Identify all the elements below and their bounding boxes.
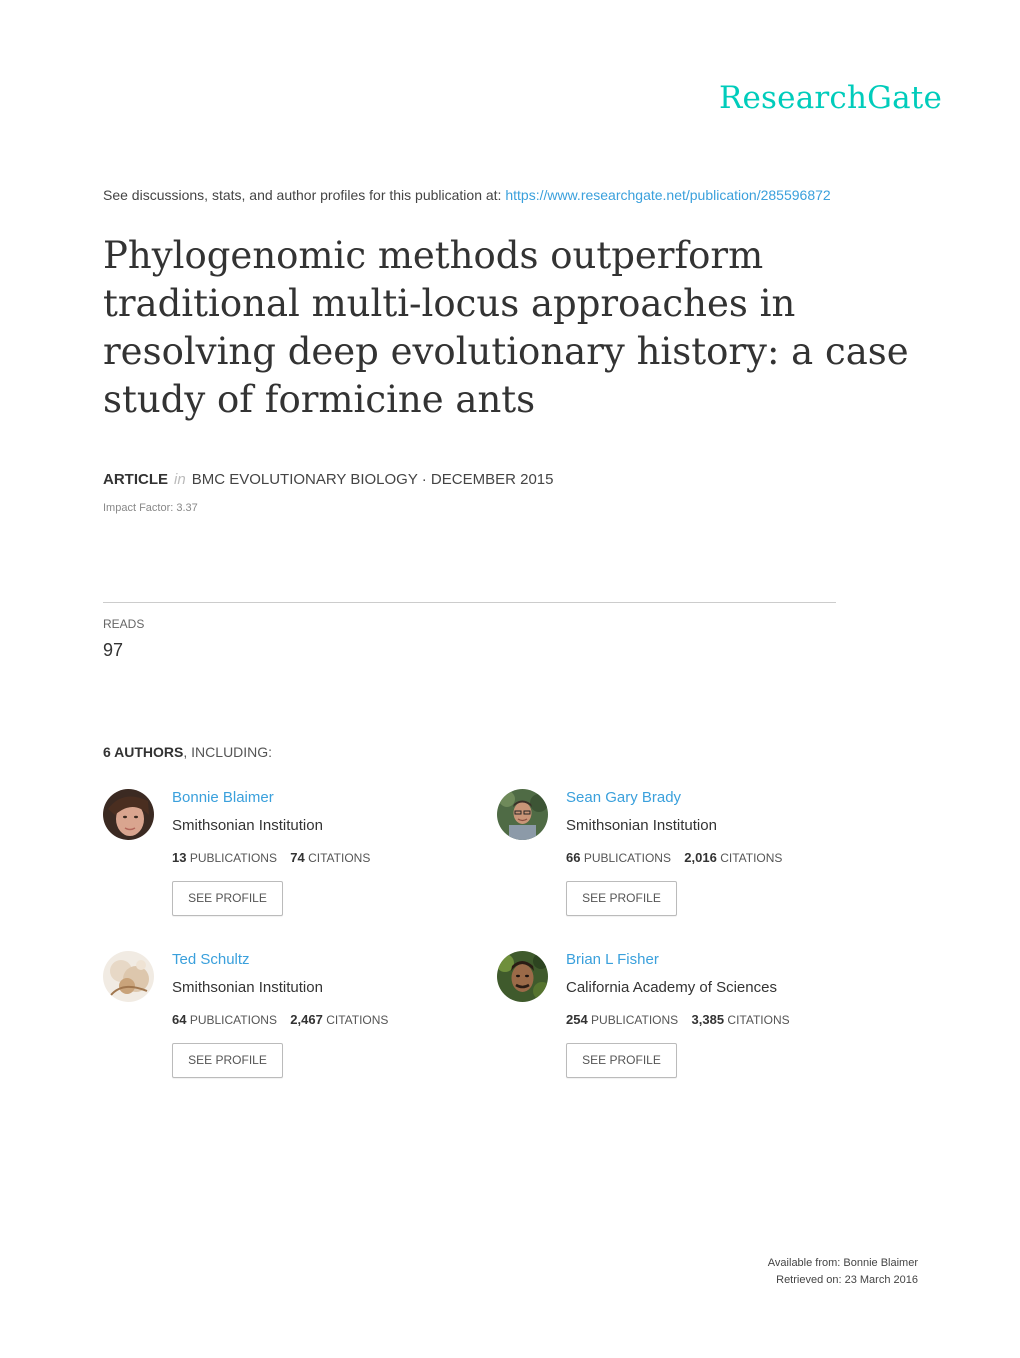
citations-label: CITATIONS [326, 1013, 389, 1027]
in-label: in [174, 471, 186, 488]
publications-label: PUBLICATIONS [583, 851, 671, 865]
reads-label: READS [103, 617, 145, 631]
author-card [497, 789, 877, 929]
publication-title: Phylogenomic methods outperform traditional multi-locus approaches in resolving deep evolutionary history: a case study of formicine ants [103, 234, 909, 421]
citations-count: 2,016 [684, 850, 717, 865]
author-card [497, 951, 877, 1091]
author-institution: Smithsonian Institution [566, 817, 717, 834]
publications-label: PUBLICATIONS [189, 1013, 277, 1027]
discussion-line [103, 187, 831, 203]
publications-count: 66 [566, 850, 581, 865]
citations-label: CITATIONS [308, 851, 371, 865]
authors-heading [103, 744, 272, 760]
see-profile-button[interactable]: SEE PROFILE [172, 881, 283, 916]
author-name-link[interactable]: Ted Schultz [172, 951, 250, 968]
available-from: Available from: Bonnie Blaimer [767, 1257, 918, 1269]
citations-count: 74 [290, 850, 305, 865]
citations-label: CITATIONS [720, 851, 783, 865]
footer [768, 1255, 918, 1289]
author-avatar[interactable] [103, 789, 154, 840]
author-stats [566, 850, 782, 865]
divider [103, 602, 836, 603]
researchgate-logo[interactable]: ResearchGate [718, 80, 942, 116]
publications-label: PUBLICATIONS [189, 851, 277, 865]
author-stats [172, 1012, 388, 1027]
author-card [103, 951, 483, 1091]
publications-count: 13 [172, 850, 187, 865]
author-card [103, 789, 483, 929]
see-profile-button[interactable]: SEE PROFILE [172, 1043, 283, 1078]
author-institution: California Academy of Sciences [566, 979, 777, 996]
see-profile-button[interactable]: SEE PROFILE [566, 1043, 677, 1078]
reads-count: 97 [103, 640, 124, 660]
author-institution: Smithsonian Institution [172, 979, 323, 996]
impact-factor: Impact Factor: 3.37 [103, 502, 198, 514]
author-avatar[interactable] [103, 951, 154, 1002]
author-name-link[interactable]: Bonnie Blaimer [172, 789, 274, 806]
citations-count: 2,467 [290, 1012, 323, 1027]
citations-label: CITATIONS [727, 1013, 790, 1027]
authors-suffix: , INCLUDING: [183, 744, 273, 760]
retrieved-on: Retrieved on: 23 March 2016 [776, 1274, 918, 1286]
publications-label: PUBLICATIONS [591, 1013, 679, 1027]
authors-count: 6 AUTHORS [103, 744, 184, 760]
author-name-link[interactable]: Brian L Fisher [566, 951, 659, 968]
discussion-text: See discussions, stats, and author profiles for this publication at: [103, 187, 502, 203]
citations-count: 3,385 [691, 1012, 725, 1027]
author-avatar[interactable] [497, 789, 548, 840]
author-stats [172, 850, 370, 865]
author-avatar[interactable] [497, 951, 548, 1002]
publications-count: 64 [172, 1012, 187, 1027]
article-type: ARTICLE [103, 471, 168, 488]
see-profile-button[interactable]: SEE PROFILE [566, 881, 677, 916]
publications-count: 254 [566, 1012, 588, 1027]
publication-meta [103, 471, 553, 488]
publication-link[interactable]: https://www.researchgate.net/publication/285596872 [505, 187, 831, 203]
author-institution: Smithsonian Institution [172, 817, 323, 834]
author-stats [566, 1012, 790, 1027]
journal-date[interactable]: BMC EVOLUTIONARY BIOLOGY · DECEMBER 2015 [191, 471, 554, 488]
author-name-link[interactable]: Sean Gary Brady [566, 789, 682, 806]
